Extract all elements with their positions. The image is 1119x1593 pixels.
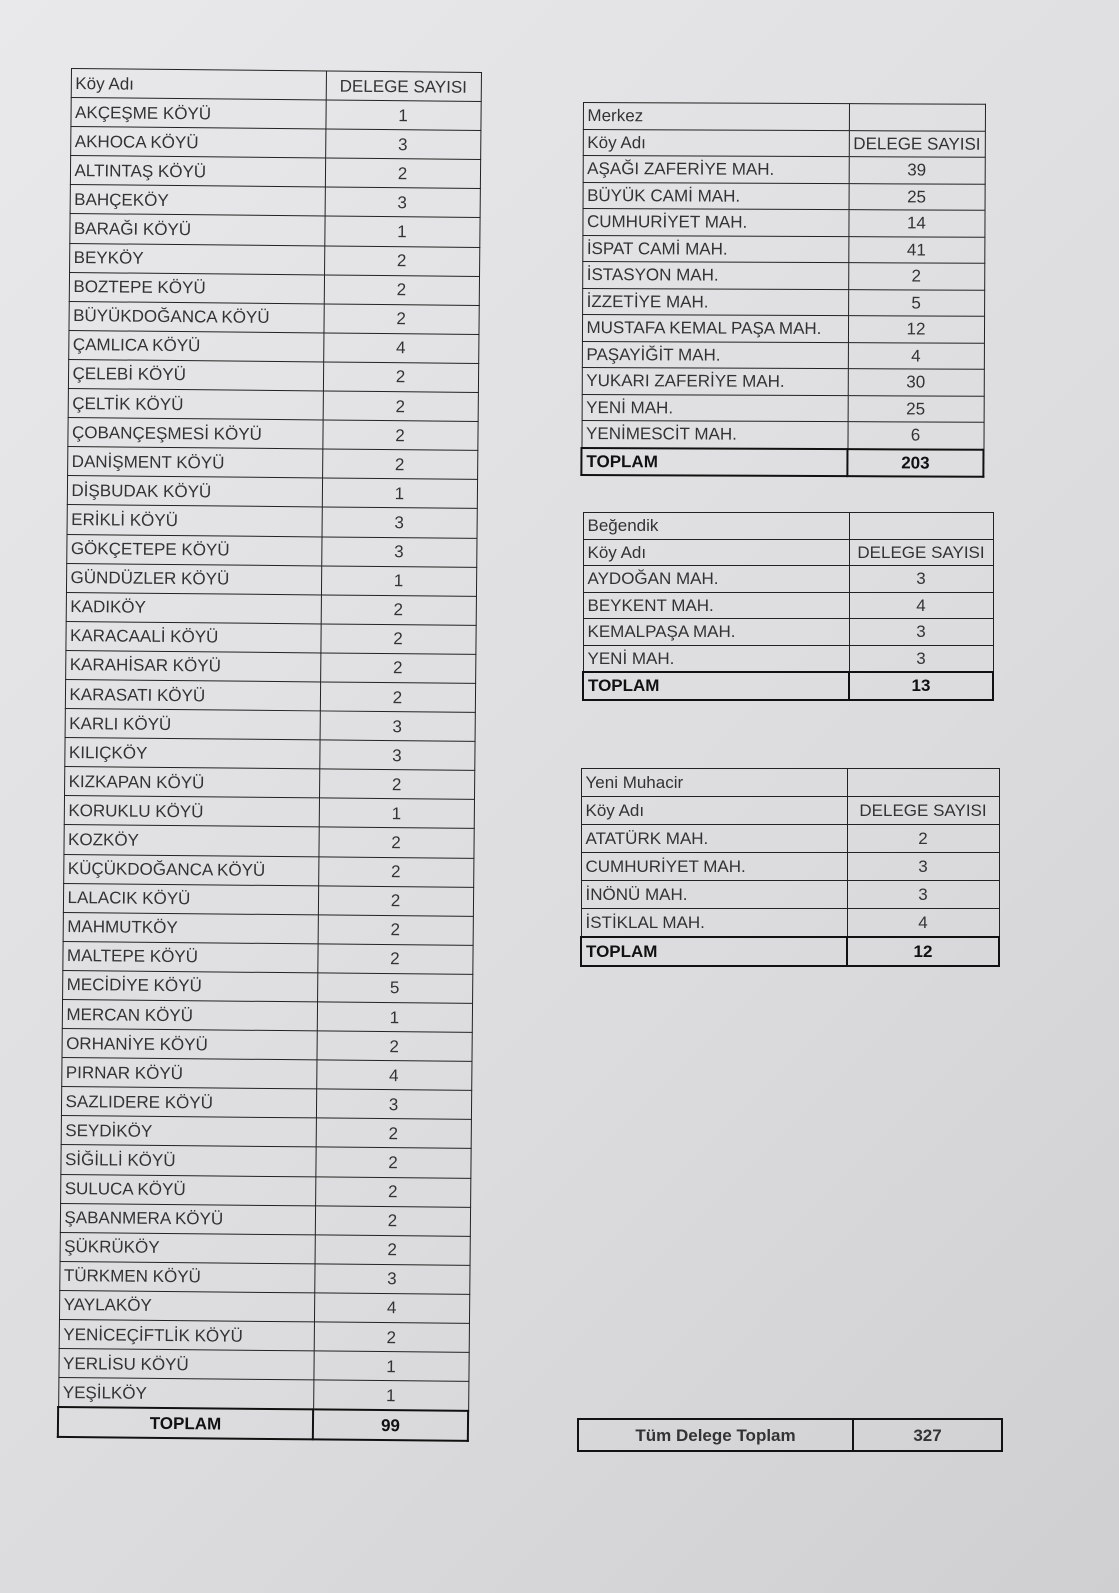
row-name: ÇELEBİ KÖYÜ [68, 359, 323, 391]
table-row [62, 941, 472, 974]
row-count: 2 [324, 246, 479, 277]
row-name: DANİŞMENT KÖYÜ [67, 447, 322, 479]
row-count: 3 [849, 619, 993, 646]
table-row [58, 1378, 468, 1412]
table-row [65, 679, 475, 712]
table-row [582, 394, 984, 422]
row-count: 4 [316, 1060, 471, 1091]
title-row [581, 769, 999, 797]
row-name: SAZLIDERE KÖYÜ [61, 1087, 316, 1119]
row-count: 2 [848, 263, 984, 290]
row-name: ALTINTAŞ KÖYÜ [70, 156, 325, 188]
row-count: 14 [848, 210, 984, 237]
row-count: 4 [848, 342, 984, 369]
table-row [581, 421, 983, 450]
row-count: 2 [320, 682, 475, 713]
row-count: 1 [322, 478, 477, 509]
table-row [64, 738, 474, 771]
row-name: KARASATI KÖYÜ [65, 679, 320, 711]
row-name: ÇOBANÇEŞMESİ KÖYÜ [67, 418, 322, 450]
row-count: 2 [318, 856, 473, 887]
row-count: 1 [321, 566, 476, 597]
header-name: Köy Adı [581, 797, 847, 825]
total-value: 99 [313, 1410, 468, 1442]
row-count: 3 [320, 711, 475, 742]
table-row [65, 650, 475, 683]
row-count: 2 [847, 825, 999, 853]
table-row [63, 883, 473, 916]
title-row [583, 513, 993, 540]
row-name: KADIKÖY [66, 592, 321, 624]
table-row [582, 235, 984, 263]
header-row [583, 129, 985, 157]
row-count: 5 [317, 973, 472, 1004]
empty-cell [849, 104, 985, 131]
row-name: DİŞBUDAK KÖYÜ [67, 476, 322, 508]
row-name: CUMHURİYET MAH. [581, 853, 847, 881]
table-row [65, 709, 475, 742]
row-count: 2 [315, 1206, 470, 1237]
row-name: KARLI KÖYÜ [65, 709, 320, 741]
row-count: 2 [318, 827, 473, 858]
row-name: KILIÇKÖY [64, 738, 319, 770]
table-row [67, 505, 477, 538]
row-name: ORHANİYE KÖYÜ [61, 1029, 316, 1061]
row-name: BAHÇEKÖY [70, 185, 325, 217]
table-row [583, 645, 993, 672]
row-name: BÜYÜKDOĞANCA KÖYÜ [68, 301, 323, 333]
row-name: SULUCA KÖYÜ [60, 1174, 315, 1206]
row-count: 1 [317, 1002, 472, 1033]
grand-total-value: 327 [853, 1419, 1002, 1451]
row-count: 4 [847, 909, 999, 938]
table-title: Merkez [583, 103, 849, 131]
row-name: BÜYÜK CAMİ MAH. [583, 182, 849, 210]
table-row [63, 854, 473, 887]
row-count: 41 [848, 236, 984, 263]
table-row [59, 1319, 469, 1352]
row-name: KORUKLU KÖYÜ [64, 796, 319, 828]
total-label: TOPLAM [583, 672, 849, 700]
row-name: KIZKAPAN KÖYÜ [64, 767, 319, 799]
table-row [581, 825, 999, 853]
table-row [60, 1203, 470, 1236]
table-row [60, 1145, 470, 1178]
row-count: 6 [847, 422, 983, 450]
row-name: ÇELTİK KÖYÜ [68, 389, 323, 421]
row-name: GÜNDÜZLER KÖYÜ [66, 563, 321, 595]
row-count: 2 [320, 653, 475, 684]
row-count: 3 [314, 1264, 469, 1295]
table-row [67, 476, 477, 509]
row-name: AKÇEŞME KÖYÜ [70, 98, 325, 130]
header-name: Köy Adı [583, 539, 849, 566]
table-row [581, 881, 999, 909]
table-row [581, 909, 999, 938]
row-name: ŞABANMERA KÖYÜ [60, 1203, 315, 1235]
title-row [583, 103, 985, 131]
row-count: 1 [324, 216, 479, 247]
table-row [64, 796, 474, 829]
row-count: 4 [849, 592, 993, 619]
table-row [582, 209, 984, 237]
grand-total-row [578, 1419, 1002, 1451]
villages-table [57, 68, 482, 1442]
table-row [583, 619, 993, 646]
row-count: 2 [320, 624, 475, 655]
row-count: 2 [316, 1031, 471, 1062]
table-row [67, 418, 477, 451]
header-row [581, 797, 999, 825]
table-row [68, 389, 478, 422]
table-row [582, 262, 984, 290]
row-name: YENİCEÇİFTLİK KÖYÜ [59, 1319, 314, 1351]
table-row [61, 1058, 471, 1091]
row-name: YENİ MAH. [583, 645, 849, 672]
row-name: PIRNAR KÖYÜ [61, 1058, 316, 1090]
table-row [63, 912, 473, 945]
table-row [68, 301, 478, 334]
row-count: 3 [319, 740, 474, 771]
row-name: AYDOĞAN MAH. [583, 566, 849, 593]
row-name: SEYDİKÖY [61, 1116, 316, 1148]
table-row [70, 156, 480, 189]
grand-total-label: Tüm Delege Toplam [578, 1419, 853, 1451]
row-name: YEŞİLKÖY [58, 1378, 313, 1410]
row-count: 2 [322, 449, 477, 480]
table-row [66, 592, 476, 625]
table-row [62, 999, 472, 1032]
row-name: YENİMESCİT MAH. [581, 421, 847, 449]
table-row [68, 330, 478, 363]
row-count: 2 [316, 1118, 471, 1149]
begendik-table [582, 512, 994, 701]
table-row [69, 272, 479, 305]
table-row [69, 214, 479, 247]
row-count: 4 [314, 1293, 469, 1324]
header-name: Köy Adı [71, 69, 326, 101]
row-count: 2 [315, 1235, 470, 1266]
total-row [581, 937, 999, 966]
grand-total-table [577, 1418, 1003, 1452]
row-count: 2 [321, 595, 476, 626]
row-name: CUMHURİYET MAH. [582, 209, 848, 237]
row-name: PAŞAYİĞİT MAH. [582, 341, 848, 369]
row-count: 5 [848, 289, 984, 316]
table-row [583, 182, 985, 210]
row-name: MUSTAFA KEMAL PAŞA MAH. [582, 315, 848, 343]
row-count: 2 [323, 304, 478, 335]
row-count: 3 [849, 566, 993, 593]
table-row [67, 447, 477, 480]
row-count: 1 [313, 1351, 468, 1382]
header-count: DELEGE SAYISI [849, 130, 985, 157]
table-row [69, 243, 479, 276]
row-name: KARAHİSAR KÖYÜ [65, 650, 320, 682]
table-row [582, 341, 984, 369]
row-name: MECİDİYE KÖYÜ [62, 970, 317, 1002]
total-row [583, 672, 993, 700]
row-count: 3 [321, 536, 476, 567]
row-name: SİĞİLLİ KÖYÜ [60, 1145, 315, 1177]
row-name: BARAĞI KÖYÜ [69, 214, 324, 246]
row-name: KEMALPAŞA MAH. [583, 619, 849, 646]
row-name: MAHMUTKÖY [63, 912, 318, 944]
row-name: MERCAN KÖYÜ [62, 999, 317, 1031]
table-row [70, 127, 480, 160]
row-count: 39 [849, 157, 985, 184]
row-count: 2 [318, 886, 473, 917]
empty-cell [847, 769, 999, 797]
row-name: LALACIK KÖYÜ [63, 883, 318, 915]
total-label: TOPLAM [581, 937, 847, 966]
row-name: BOZTEPE KÖYÜ [69, 272, 324, 304]
row-name: ERİKLİ KÖYÜ [67, 505, 322, 537]
row-name: BEYKÖY [69, 243, 324, 275]
total-row [581, 448, 983, 477]
row-count: 3 [325, 129, 480, 160]
row-count: 12 [848, 316, 984, 343]
row-count: 25 [849, 183, 985, 210]
total-label: TOPLAM [581, 448, 847, 477]
table-row [583, 592, 993, 619]
table-row [70, 98, 480, 131]
merkez-table [580, 102, 986, 478]
table-row [582, 288, 984, 316]
row-count: 30 [848, 369, 984, 396]
table-row [70, 185, 480, 218]
table-row [61, 1116, 471, 1149]
row-count: 2 [315, 1147, 470, 1178]
row-count: 2 [323, 391, 478, 422]
table-title: Yeni Muhacir [581, 769, 847, 797]
row-name: YENİ MAH. [582, 394, 848, 422]
row-name: YERLİSU KÖYÜ [58, 1349, 313, 1381]
table-row [581, 853, 999, 881]
table-row [66, 563, 476, 596]
row-name: BEYKENT MAH. [583, 592, 849, 619]
header-count: DELEGE SAYISI [326, 71, 481, 102]
table-row [61, 1087, 471, 1120]
header-row [583, 539, 993, 566]
row-count: 25 [848, 395, 984, 422]
row-count: 1 [319, 798, 474, 829]
total-value: 12 [847, 937, 999, 966]
row-name: GÖKÇETEPE KÖYÜ [66, 534, 321, 566]
table-row [582, 368, 984, 396]
row-name: İSTASYON MAH. [582, 262, 848, 290]
table-row [583, 566, 993, 593]
row-count: 2 [314, 1322, 469, 1353]
row-name: KOZKÖY [63, 825, 318, 857]
row-count: 3 [325, 187, 480, 218]
empty-cell [849, 513, 993, 540]
row-count: 3 [316, 1089, 471, 1120]
row-name: AŞAĞI ZAFERİYE MAH. [583, 156, 849, 184]
table-row [582, 315, 984, 343]
header-name: Köy Adı [583, 129, 849, 157]
table-row [66, 534, 476, 567]
row-count: 2 [317, 944, 472, 975]
row-name: İNÖNÜ MAH. [581, 881, 847, 909]
table-row [68, 359, 478, 392]
row-count: 3 [847, 881, 999, 909]
row-count: 2 [325, 158, 480, 189]
row-name: İSTİKLAL MAH. [581, 909, 847, 938]
total-row [58, 1407, 468, 1441]
table-row [62, 970, 472, 1003]
row-count: 3 [847, 853, 999, 881]
table-row [59, 1261, 469, 1294]
table-row [60, 1232, 470, 1265]
row-name: YAYLAKÖY [59, 1290, 314, 1322]
row-count: 2 [319, 769, 474, 800]
row-count: 2 [315, 1176, 470, 1207]
table-row [65, 621, 475, 654]
row-name: ÇAMLICA KÖYÜ [68, 330, 323, 362]
row-name: ATATÜRK MAH. [581, 825, 847, 853]
row-count: 1 [313, 1380, 468, 1411]
row-count: 2 [323, 362, 478, 393]
table-row [60, 1174, 470, 1207]
row-name: İZZETİYE MAH. [582, 288, 848, 316]
table-row [61, 1029, 471, 1062]
total-value: 203 [847, 449, 983, 477]
row-name: TÜRKMEN KÖYÜ [59, 1261, 314, 1293]
row-count: 2 [324, 275, 479, 306]
row-name: MALTEPE KÖYÜ [62, 941, 317, 973]
header-count: DELEGE SAYISI [847, 797, 999, 825]
yeni-muhacir-table [580, 768, 1000, 967]
row-name: AKHOCA KÖYÜ [70, 127, 325, 159]
table-row [583, 156, 985, 184]
row-count: 2 [322, 420, 477, 451]
row-count: 4 [323, 333, 478, 364]
row-count: 3 [849, 645, 993, 672]
total-label: TOPLAM [58, 1407, 313, 1440]
table-row [64, 767, 474, 800]
row-name: ŞÜKRÜKÖY [60, 1232, 315, 1264]
row-count: 3 [322, 507, 477, 538]
row-name: YUKARI ZAFERİYE MAH. [582, 368, 848, 396]
header-row [71, 69, 481, 102]
row-name: KARACAALİ KÖYÜ [65, 621, 320, 653]
row-name: KÜÇÜKDOĞANCA KÖYÜ [63, 854, 318, 886]
row-count: 2 [318, 915, 473, 946]
table-title: Beğendik [583, 513, 849, 540]
total-value: 13 [849, 672, 993, 700]
table-row [58, 1349, 468, 1382]
header-count: DELEGE SAYISI [849, 539, 993, 566]
row-count: 1 [325, 100, 480, 131]
table-row [59, 1290, 469, 1323]
row-name: İSPAT CAMİ MAH. [582, 235, 848, 263]
table-row [63, 825, 473, 858]
